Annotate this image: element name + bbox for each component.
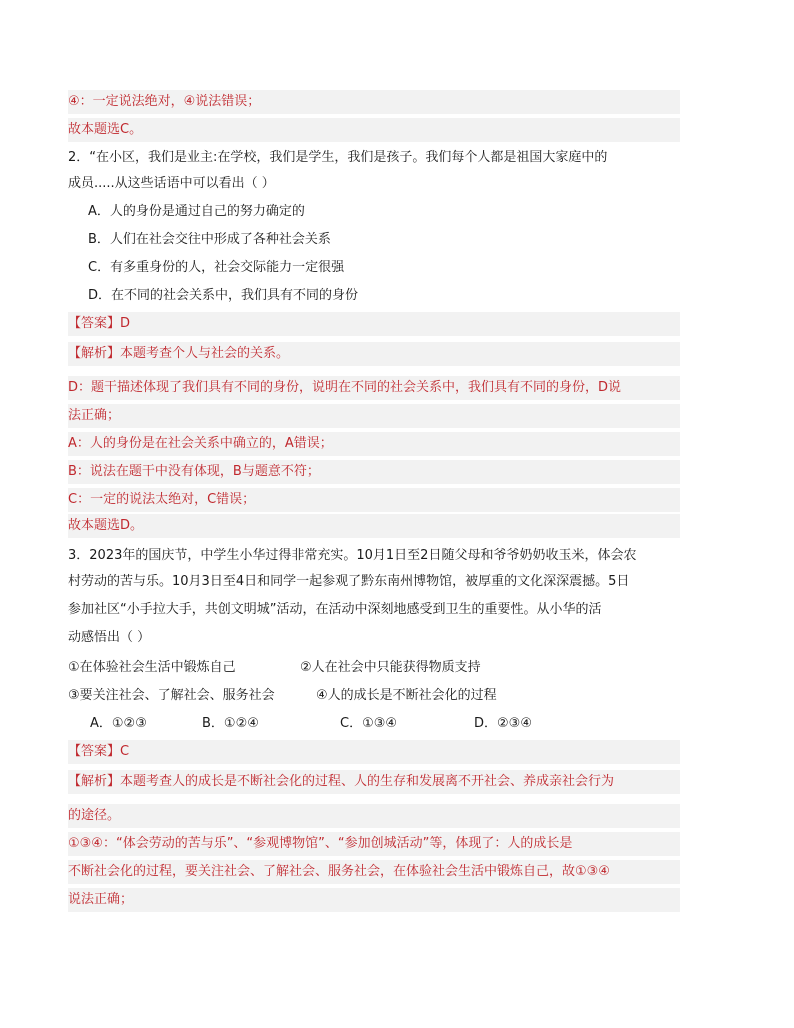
q3-statement-4: ④人的成长是不断社会化的过程 <box>316 688 497 703</box>
q3-choices <box>90 712 650 736</box>
q3-statement-2: ②人在社会中只能获得物质支持 <box>300 660 481 675</box>
q3-answer: 【答案】C <box>68 740 680 764</box>
q2-stem-line-2: 成员.....从这些话语中可以看出（ ） <box>68 176 275 191</box>
prev-analysis-line: ④：一定说法绝对，④说法错误； <box>68 90 680 114</box>
q3-stem-line: 参加社区“小手拉大手，共创文明城”活动，在活动中深刻地感受到卫生的重要性。从小华的活 <box>68 602 602 617</box>
q2-option-a: A．人的身份是通过自己的努力确定的 <box>88 204 305 219</box>
q2-option-b: B．人们在社会交往中形成了各种社会关系 <box>88 232 331 247</box>
q3-statement-3: ③要关注社会、了解社会、服务社会 <box>68 688 275 703</box>
prev-conclusion-line: 故本题选C。 <box>68 118 680 142</box>
q2-analysis-line: 故本题选D。 <box>68 514 680 538</box>
q2-analysis-line: C：一定的说法太绝对，C错误； <box>68 488 680 512</box>
q2-analysis-line: 【解析】本题考查个人与社会的关系。 <box>68 342 680 366</box>
q2-analysis-line: B：说法在题干中没有体现，B与题意不符； <box>68 460 680 484</box>
q2-stem-line-1: 2．“在小区，我们是业主:在学校，我们是学生，我们是孩子。我们每个人都是祖国大家庭中的 <box>68 150 608 165</box>
q3-analysis-line: 【解析】本题考查人的成长是不断社会化的过程、人的生存和发展离不开社会、养成亲社会行为 <box>68 770 680 794</box>
q3-analysis-line: 的途径。 <box>68 804 680 828</box>
q3-statements-row-2 <box>68 684 680 708</box>
q3-analysis-line: 不断社会化的过程，要关注社会、了解社会、服务社会，在体验社会生活中锻炼自己，故①③④ <box>68 860 680 884</box>
q3-statements-row-1 <box>68 656 680 680</box>
q3-analysis-line: ①③④：“体会劳动的苦与乐”、“参观博物馆”、“参加创城活动”等，体现了：人的成长是 <box>68 832 680 856</box>
q3-stem-line: 3．2023年的国庆节，中学生小华过得非常充实。10月1日至2日随父母和爷爷奶奶收玉米，体会农 <box>68 548 637 563</box>
q3-choice-d: D．②③④ <box>474 716 532 731</box>
q2-analysis-line: 法正确； <box>68 404 680 428</box>
q3-stem-line: 动感悟出（ ） <box>68 630 151 645</box>
q2-analysis-line: A：人的身份是在社会关系中确立的，A错误； <box>68 432 680 456</box>
q3-choice-c: C．①③④ <box>340 716 398 731</box>
q3-statement-1: ①在体验社会生活中锻炼自己 <box>68 660 236 675</box>
q2-answer: 【答案】D <box>68 312 680 336</box>
q3-choice-b: B．①②④ <box>202 716 259 731</box>
q2-option-c: C．有多重身份的人，社会交际能力一定很强 <box>88 260 345 275</box>
q3-stem-line: 村劳动的苦与乐。10月3日至4日和同学一起参观了黔东南州博物馆，被厚重的文化深深震撼。5日 <box>68 574 630 589</box>
q3-choice-a: A．①②③ <box>90 716 147 731</box>
q2-option-d: D．在不同的社会关系中，我们具有不同的身份 <box>88 288 359 303</box>
q3-analysis-line: 说法正确； <box>68 888 680 912</box>
q2-analysis-line: D：题干描述体现了我们具有不同的身份，说明在不同的社会关系中，我们具有不同的身份，D说 <box>68 376 680 400</box>
